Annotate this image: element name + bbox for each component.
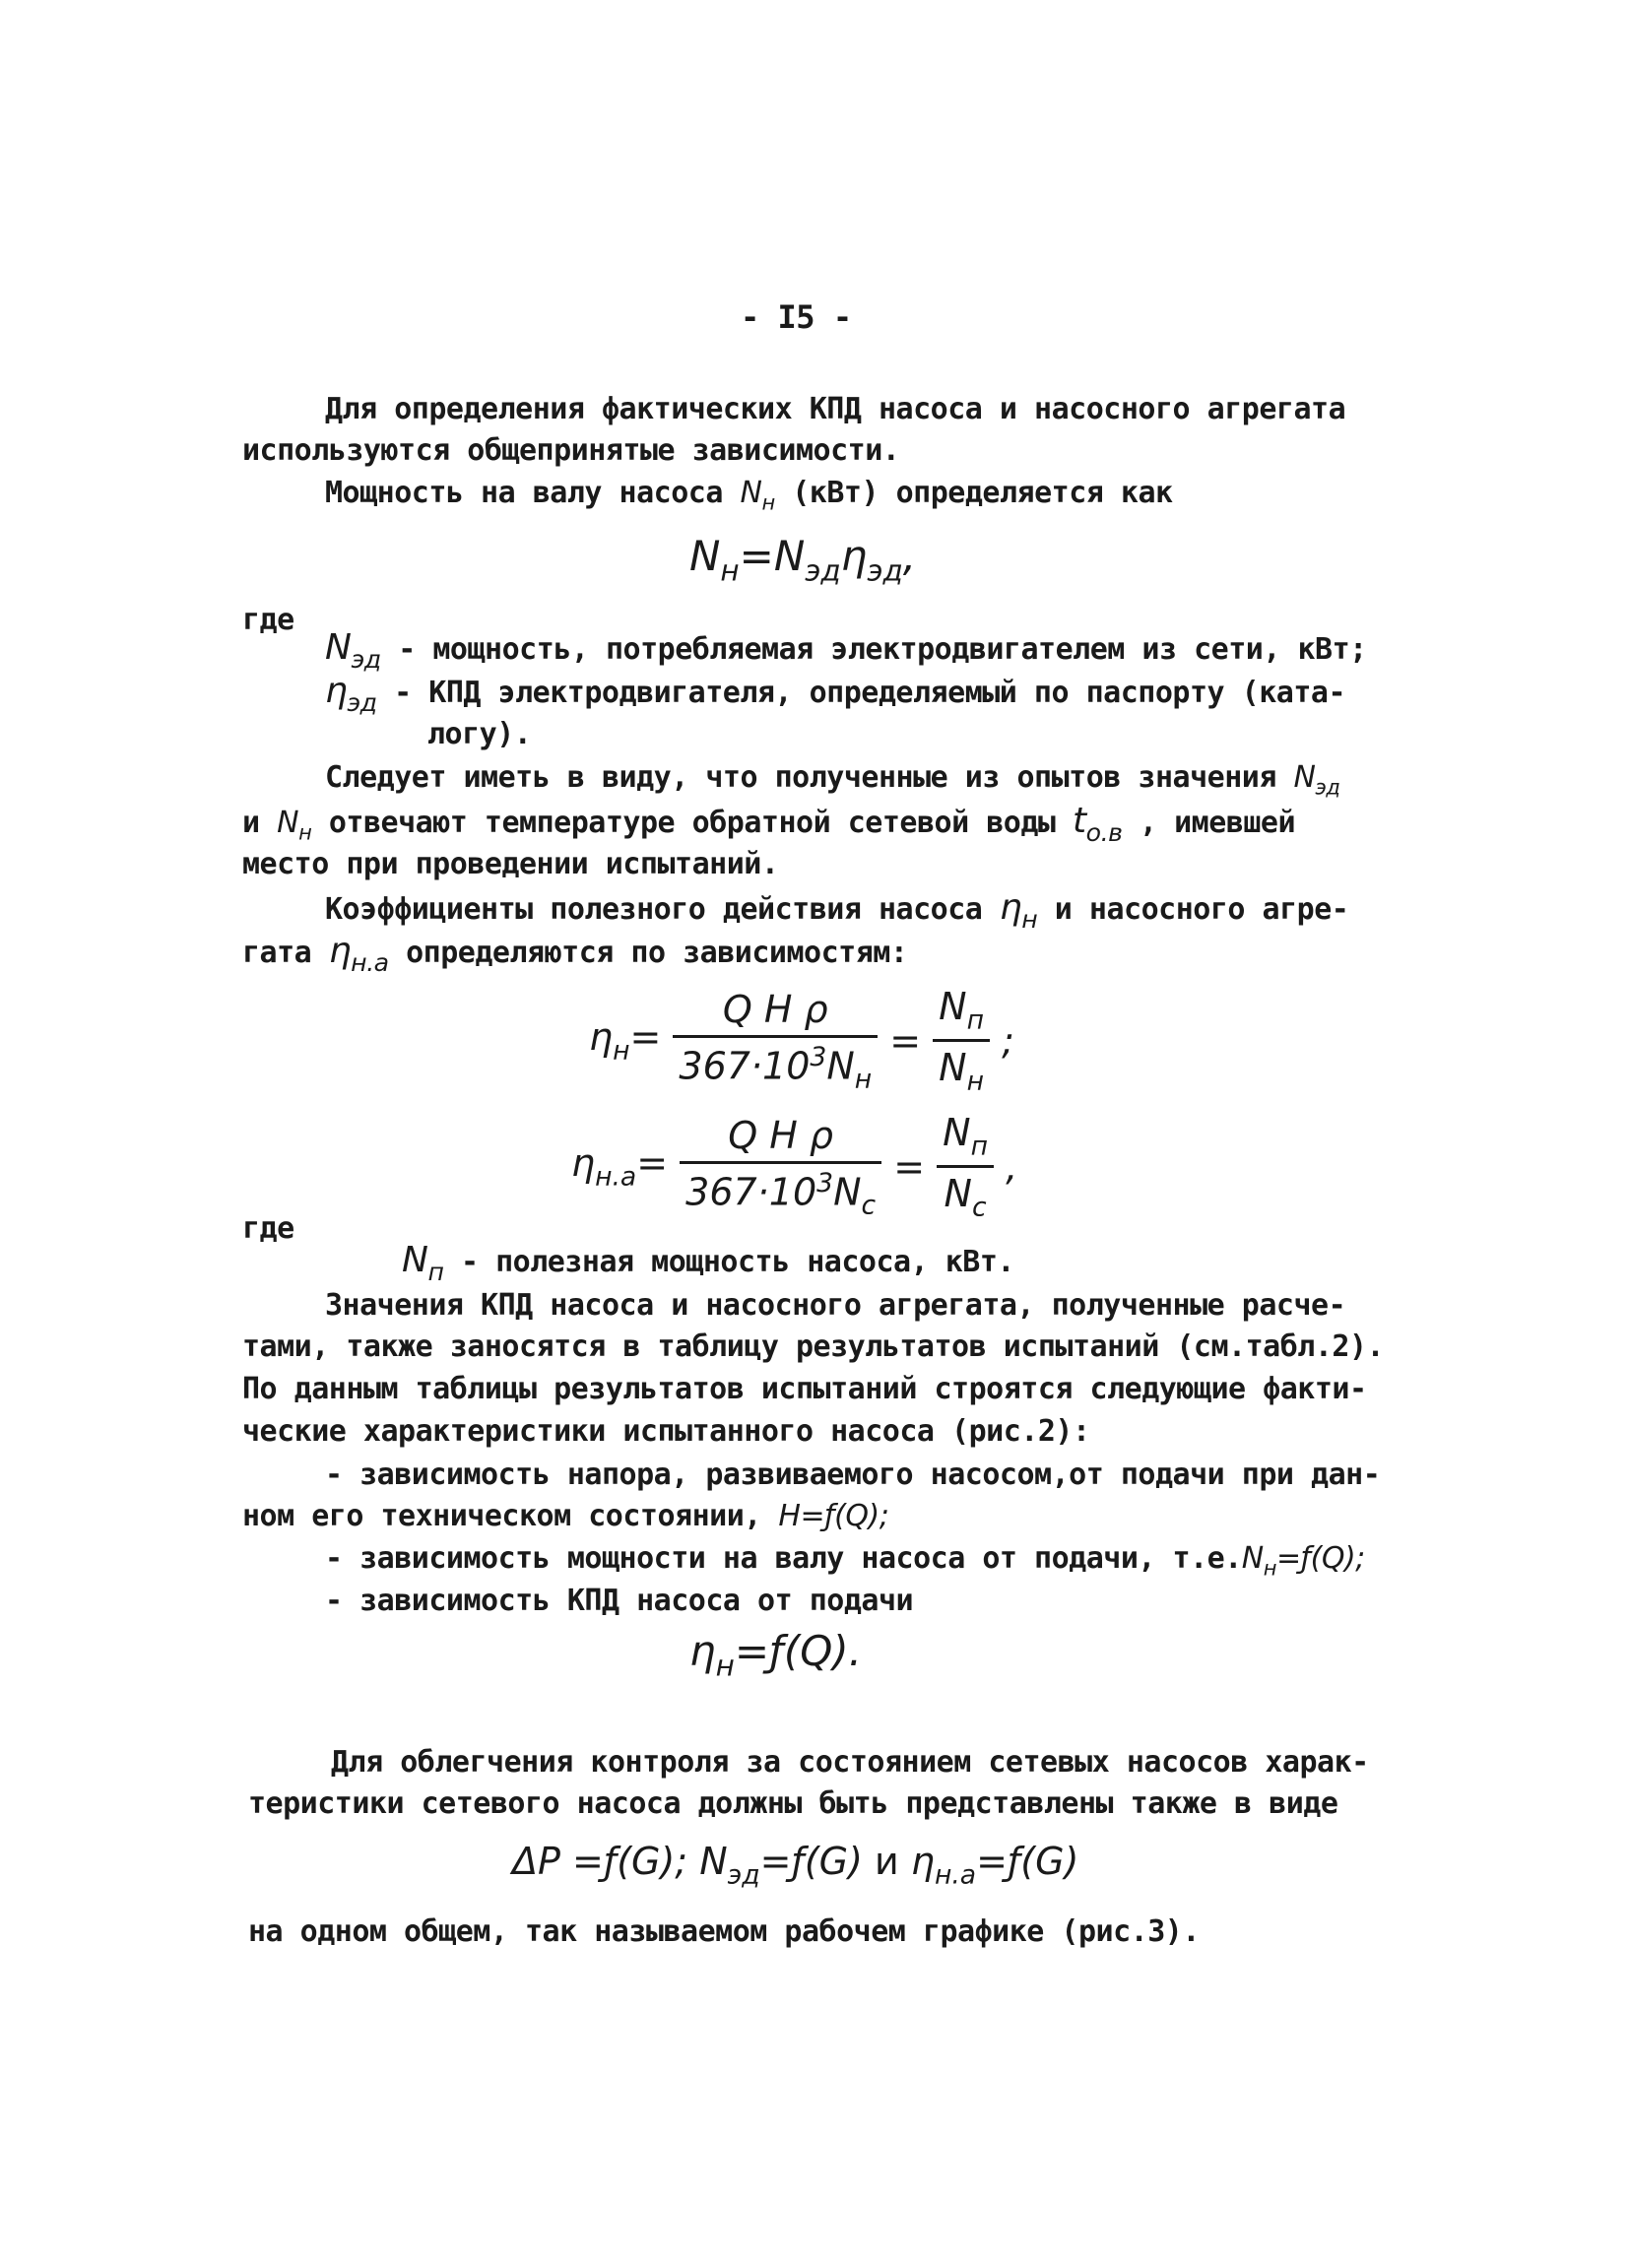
equation-unit-efficiency: $\eta_{н.а}=$ $\frac{\text{Q H ρ}}{367\cdot 10^3N_с}$ = $\frac{N_п}{N_с}$ , [571, 1111, 1018, 1223]
list-item-1-line1: - зависимость напора, развиваемого насосом,от подачи при дан- [325, 1458, 1381, 1492]
definition-motor-efficiency-cont: логу). [427, 717, 532, 751]
para3-line2: и $N_н$ отвечают температуре обратной сетевой воды $t_{о.в}$ , имевшей [242, 801, 1296, 847]
definition-motor-efficiency: $\eta_{эд}$ - КПД электродвигателя, определяемый по паспорту (ката- [325, 671, 1346, 717]
para5-line4: ческие характеристики испытанного насоса (рис.2): [242, 1414, 1090, 1449]
para5-line3: По данным таблицы результатов испытаний строятся следующие факти- [242, 1372, 1367, 1406]
para5-line1: Значения КПД насоса и насосного агрегата, полученные расче- [325, 1288, 1346, 1323]
para6-line1: Для облегчения контроля за состоянием сетевых насосов харак- [331, 1745, 1369, 1780]
para7: на одном общем, так называемом рабочем графике (рис.3). [248, 1914, 1200, 1949]
para4-line2: гата $\eta_{н.а}$ определяются по зависимостям: [242, 931, 908, 977]
para5-line2: тами, также заносятся в таблицу результатов испытаний (см.табл.2). [242, 1329, 1385, 1364]
equation-shaft-power: $N_н=N_{эд}\eta_{эд}$, [689, 532, 917, 588]
equation-pump-efficiency: $\eta_н=$ $\frac{\text{Q H ρ}}{367\cdot 10^3N_н}$ = $\frac{N_п}{N_н}$ ; [589, 985, 1014, 1097]
where-label-1: где [242, 603, 294, 637]
definition-useful-power: $N_п$ - полезная мощность насоса, кВт. [402, 1240, 1014, 1286]
motor-efficiency-symbol: $\eta_{эд}$ [325, 671, 377, 717]
fraction-3: $\frac{\text{Q H ρ}}{367\cdot 10^3N_с}$ [680, 1114, 881, 1221]
motor-power-symbol: $N_{эд}$ [325, 627, 381, 674]
list-item-2: - зависимость мощности на валу насоса от подачи, $т.е.N_н=ƒ(Q)$; [325, 1541, 1365, 1581]
para3-line1: Следует иметь в виду, что полученные из опытов значения $N_{эд}$ [325, 760, 1340, 800]
list-item-3: - зависимость КПД насоса от подачи [325, 1584, 914, 1618]
list-item-1-line2: ном его техническом состоянии, H=ƒ(Q); [242, 1499, 889, 1533]
para2-unit: (кВт) определяется как [792, 476, 1173, 510]
para4-line1: Коэффициенты полезного действия насоса $\eta_н$ и насосного агре- [325, 887, 1349, 934]
fraction-1: $\frac{\text{Q H ρ}}{367\cdot 10^3N_н}$ [673, 988, 878, 1095]
fraction-2: $\frac{N_п}{N_н}$ [933, 985, 990, 1097]
equation-working-graph: ΔP =ƒ(G); $N_{эд}=ƒ(G)$ и $\eta_{н.а}=ƒ(G)$ [512, 1840, 1079, 1891]
definition-motor-power: $N_{эд}$ - мощность, потребляемая электродвигателем из сети, кВт; [325, 627, 1367, 674]
para2-text: Мощность на валу насоса [325, 476, 723, 510]
para1-line2: используются общепринятые зависимости. [242, 433, 900, 468]
where-label-2: где [242, 1211, 294, 1246]
fraction-4: $\frac{N_п}{N_с}$ [937, 1111, 994, 1223]
para2 [325, 476, 1173, 520]
para3-line3: место при проведении испытаний. [242, 847, 779, 881]
para6-line2: теристики сетевого насоса должны быть представлены также в виде [248, 1786, 1338, 1821]
para1-line1: Для определения фактических КПД насоса и насосного агрегата [325, 392, 1346, 426]
page-number: - I5 - [741, 298, 852, 336]
power-shaft-symbol: $N_н$ [740, 476, 775, 515]
equation-efficiency-curve: $\eta_н=ƒ(Q)$. [689, 1627, 863, 1683]
